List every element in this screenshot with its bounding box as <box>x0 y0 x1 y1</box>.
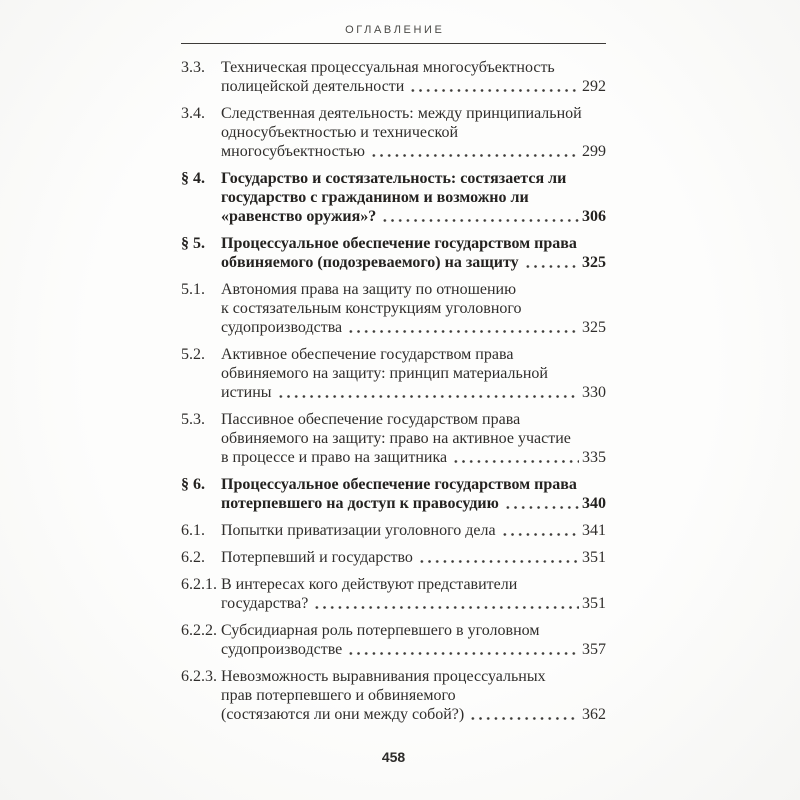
toc-entry-line: односубъектностью и технической <box>221 124 459 141</box>
toc-list <box>181 58 606 724</box>
toc-entry-body <box>221 280 606 337</box>
toc-entry <box>181 58 606 96</box>
dot-leader <box>313 605 579 610</box>
toc-entry <box>181 280 606 337</box>
toc-entry-page: 362 <box>582 706 606 723</box>
toc-entry-line: Активное обеспечение государством права <box>221 346 514 363</box>
toc-entry-last-line <box>221 318 606 337</box>
toc-entry-line: обвиняемого на защиту: право на активное участие <box>221 430 571 447</box>
toc-entry-last-line <box>221 705 606 724</box>
toc-entry-line: потерпевшего на доступ к правосудию <box>221 495 499 512</box>
dot-leader <box>469 716 579 721</box>
toc-entry-number: 3.3. <box>181 59 205 76</box>
toc-entry-line: «равенство оружия»? <box>221 208 377 225</box>
toc-entry-page: 292 <box>582 78 606 95</box>
toc-entry-number: 3.4. <box>181 105 205 122</box>
toc-entry-line: обвиняемого (подозреваемого) на защиту <box>221 254 519 271</box>
toc-entry-last-line <box>221 383 606 402</box>
toc-entry-line: Невозможность выравнивания процессуальных <box>221 668 546 685</box>
toc-entry-body <box>221 58 606 96</box>
toc-entry-body <box>221 548 606 567</box>
toc-entry-page: 330 <box>582 384 606 401</box>
toc-entry-page: 351 <box>582 549 606 566</box>
toc-entry-page: 299 <box>582 143 606 160</box>
toc-entry <box>181 169 606 226</box>
dot-leader <box>452 459 579 464</box>
toc-entry-line: Следственная деятельность: между принципиальной <box>221 105 582 122</box>
toc-entry-page: 325 <box>582 254 606 271</box>
toc-entry-line: (состязаются ли они между собой?) <box>221 706 465 723</box>
toc-entry-last-line <box>221 594 606 613</box>
toc-entry-number: 5.2. <box>181 346 205 363</box>
toc-entry-body <box>221 621 606 659</box>
toc-content <box>181 24 606 732</box>
toc-entry-body <box>221 410 606 467</box>
toc-entry-line: Процессуальное обеспечение государством права <box>221 476 577 493</box>
toc-entry-line: государства? <box>221 595 309 612</box>
toc-entry-body <box>221 521 606 540</box>
toc-entry-body <box>221 104 606 161</box>
toc-entry-line: полицейской деятельности <box>221 78 405 95</box>
toc-entry-last-line <box>221 548 606 567</box>
toc-entry <box>181 667 606 724</box>
toc-entry-line: Процессуальное обеспечение государством права <box>221 235 577 252</box>
toc-entry-line: обвиняемого на защиту: принцип материальной <box>221 365 548 382</box>
toc-entry <box>181 410 606 467</box>
toc-entry-last-line <box>221 494 606 513</box>
toc-entry-last-line <box>221 77 606 96</box>
toc-entry <box>181 104 606 161</box>
dot-leader <box>347 329 579 334</box>
toc-entry-page: 306 <box>582 208 606 225</box>
toc-entry-number: 5.3. <box>181 411 205 428</box>
dot-leader <box>277 394 579 399</box>
toc-entry-line: Потерпевший и государство <box>221 549 413 566</box>
toc-entry-last-line <box>221 521 606 540</box>
toc-entry-body <box>221 169 606 226</box>
dot-leader <box>381 218 579 223</box>
dot-leader <box>504 505 579 510</box>
dot-leader <box>409 88 579 93</box>
dot-leader <box>418 559 579 564</box>
toc-entry-line: истины <box>221 384 272 401</box>
dot-leader <box>370 153 579 158</box>
toc-entry-last-line <box>221 448 606 467</box>
toc-entry-page: 340 <box>582 495 606 512</box>
toc-entry-line: многосубъектностью <box>221 143 365 160</box>
toc-entry-line: к состязательным конструкциям уголовного <box>221 300 522 317</box>
toc-entry-page: 341 <box>582 522 606 539</box>
toc-entry-page: 357 <box>582 641 606 658</box>
toc-entry <box>181 234 606 272</box>
toc-entry-number: 6.2.1. <box>181 576 217 593</box>
toc-entry-line: прав потерпевшего и обвиняемого <box>221 687 456 704</box>
toc-entry-line: Пассивное обеспечение государством права <box>221 411 521 428</box>
toc-entry-body <box>221 475 606 513</box>
toc-entry <box>181 475 606 513</box>
toc-entry <box>181 345 606 402</box>
toc-entry <box>181 575 606 613</box>
toc-entry-line: Субсидиарная роль потерпевшего в уголовном <box>221 622 540 639</box>
toc-entry-page: 335 <box>582 449 606 466</box>
toc-entry-last-line <box>221 640 606 659</box>
toc-entry-number: § 5. <box>181 235 205 252</box>
toc-entry-number: § 6. <box>181 476 205 493</box>
toc-entry-body <box>221 575 606 613</box>
toc-entry-body <box>221 234 606 272</box>
toc-entry <box>181 621 606 659</box>
toc-entry <box>181 521 606 540</box>
toc-entry-line: Попытки приватизации уголовного дела <box>221 522 496 539</box>
toc-entry-line: Автономия права на защиту по отношению <box>221 281 517 298</box>
header-rule <box>181 43 606 44</box>
toc-entry-page: 351 <box>582 595 606 612</box>
dot-leader <box>347 651 579 656</box>
toc-entry-line: судопроизводства <box>221 319 343 336</box>
toc-entry-line: Техническая процессуальная многосубъектность <box>221 59 555 76</box>
toc-entry-number: § 4. <box>181 170 205 187</box>
toc-entry-last-line <box>221 207 606 226</box>
toc-entry <box>181 548 606 567</box>
toc-entry-number: 6.1. <box>181 522 205 539</box>
toc-entry-number: 5.1. <box>181 281 205 298</box>
toc-entry-line: в процессе и право на защитника <box>221 449 448 466</box>
page-title: ОГЛАВЛЕНИЕ <box>345 24 445 36</box>
dot-leader <box>501 532 579 537</box>
toc-entry-line: Государство и состязательность: состязается ли <box>221 170 567 187</box>
toc-entry-body <box>221 667 606 724</box>
toc-entry-line: судопроизводстве <box>221 641 343 658</box>
toc-entry-number: 6.2.3. <box>181 668 217 685</box>
folio-page-number: 458 <box>381 749 406 765</box>
dot-leader <box>524 264 579 269</box>
toc-entry-line: государство с гражданином и возможно ли <box>221 189 529 206</box>
toc-entry-body <box>221 345 606 402</box>
toc-entry-page: 325 <box>582 319 606 336</box>
toc-entry-number: 6.2.2. <box>181 622 217 639</box>
toc-entry-last-line <box>221 253 606 272</box>
toc-entry-number: 6.2. <box>181 549 205 566</box>
toc-entry-last-line <box>221 142 606 161</box>
toc-entry-line: В интересах кого действуют представители <box>221 576 518 593</box>
